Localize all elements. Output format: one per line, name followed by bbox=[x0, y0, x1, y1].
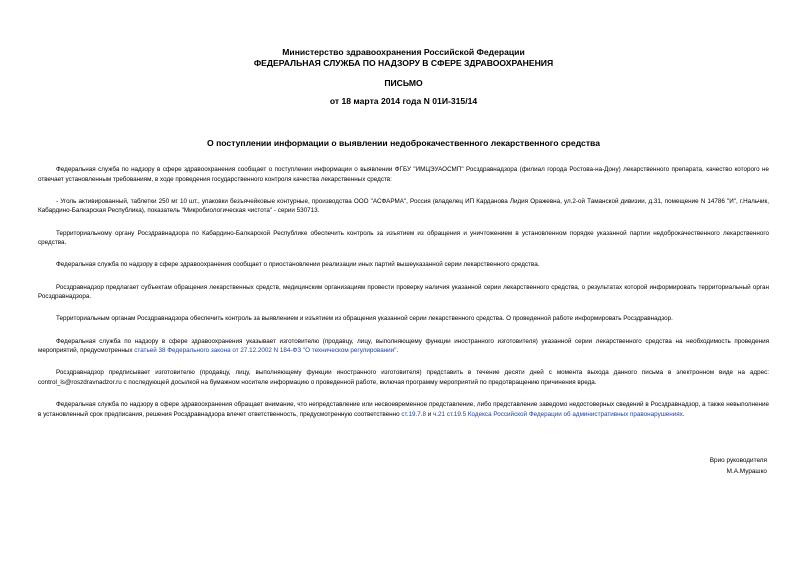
paragraph-7-text: Федеральная служба по надзору в сфере здравоохранения указывает изготовителю (продавцу, лицу, выполняющему функции иностранного изготовителя) указанной серии лекарственного средства на необходимость проведения мероприятий, предусмотренных bbox=[38, 337, 769, 355]
paragraph-7 bbox=[38, 337, 769, 356]
paragraph-9-mid: и bbox=[425, 410, 434, 418]
document-type: ПИСЬМО bbox=[384, 78, 423, 88]
article-19-7-8-link[interactable]: ст.19.7.8 bbox=[401, 410, 426, 418]
law-184-fz-link[interactable]: статьей 38 Федерального закона от 27.12.2002 N 184-ФЗ "О техническом регулировании" bbox=[134, 347, 397, 355]
paragraph-7-end: . bbox=[396, 347, 399, 355]
paragraph-9 bbox=[38, 400, 769, 419]
paragraph-5: Росздравнадзор предлагает субъектам обращения лекарственных средств, медицинским организациям провести проверку наличия указанной серии лекарственного средства, о результатах которой информировать территориальный орган Росздравнадзора. bbox=[38, 283, 769, 301]
paragraph-2: - Уголь активированный, таблетки 250 мг 10 шт., упаковки безъячейковые контурные, производства ООО "АСФАРМА", Россия (владелец ИП Карданова Лидия Оражевна, ул.2-ой Таманской дивизии, д.31, помещение N 14786 "И", г.Нальчик, Кабардино-Балкарская Республика), показатель "Микробиологическая чистота" - серии 530713. bbox=[38, 197, 769, 215]
paragraph-4: Федеральная служба по надзору в сфере здравоохранения сообщает о приостановлении реализации иных партий вышеуказанной серии лекарственного средства. bbox=[56, 261, 540, 269]
ministry-name: Министерство здравоохранения Российской Федерации bbox=[282, 47, 525, 57]
letter-title: О поступлении информации о выявлении недоброкачественного лекарственного средства bbox=[207, 138, 600, 148]
signatory-name: М.А.Мурашко bbox=[726, 468, 767, 475]
signatory-position: Врио руководителя bbox=[709, 457, 767, 464]
paragraph-8: Росздравнадзор предписывает изготовителю (продавцу, лицу, выполняющему функции иностранного изготовителя) представить в течение десяти дней с момента выхода данного письма в электронном виде на адрес: control_ls@roszdravnadzor.ru с последующей досылкой на бумажном носителе информацию о проведенной работе, включая программу мероприятий по предотвращению причинения вреда. bbox=[38, 369, 769, 386]
letter-body bbox=[38, 165, 769, 432]
service-name: ФЕДЕРАЛЬНАЯ СЛУЖБА ПО НАДЗОРУ В СФЕРЕ ЗДРАВООХРАНЕНИЯ bbox=[253, 58, 554, 68]
paragraph-3: Территориальному органу Росздравнадзора по Кабардино-Балкарской Республике обеспечить контроль за изъятием из обращения и уничтожением в установленном порядке указанной партии недоброкачественного лекарственного средства. bbox=[38, 229, 769, 247]
document-date-number: от 18 марта 2014 года N 01И-315/14 bbox=[329, 96, 478, 106]
letter-header bbox=[0, 47, 807, 69]
signature-block bbox=[710, 455, 767, 477]
paragraph-9-text: Федеральная служба по надзору в сфере здравоохранения обращает внимание, что непредставление или несвоевременное представление, либо представление заведомо недостоверных сведений в Росздравнадзор, а также невыполнение в установленный срок предписания, решения Росздравнадзора влечет ответственность, предусмотренную соответственно bbox=[38, 401, 769, 418]
paragraph-9-end: . bbox=[682, 410, 685, 418]
paragraph-6: Территориальным органам Росздравнадзора обеспечить контроль за выявлением и изъятием из обращения указанной серии лекарственного средства. О проведенной работе информировать Росздравнадзор. bbox=[56, 315, 673, 323]
paragraph-1: Федеральная служба по надзору в сфере здравоохранения сообщает о поступлении информации о выявлении ФГБУ "ИМЦЭУАОСМП" Росздравнадзора (филиал города Ростова-на-Дону) лекарственного препарата, качество которого не отвечает установленным требованиям, в ходе проведения государственного контроля качества лекарственных средств: bbox=[38, 166, 769, 183]
koap-article-19-5-link[interactable]: ч.21 ст.19.5 Кодекса Российской Федерации об административных правонарушениях bbox=[433, 410, 683, 418]
